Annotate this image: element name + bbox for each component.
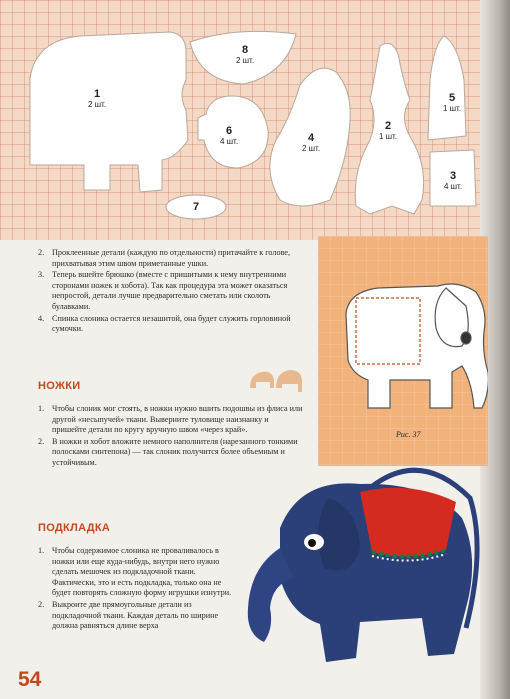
piece-5-label: 5 1 шт.: [442, 92, 462, 113]
list-item: 1. Чтобы содержимое слоника не проваливалось в ножки или еще куда-нибудь, внутри него нужно сделать мешочек из подкладочной ткани. Фактически, это и есть подкладка, только она не будет повторять сложную форму игрушки изнутри.: [38, 546, 232, 598]
page-number: 54: [18, 668, 42, 691]
decorative-elephants-icon: [246, 364, 306, 394]
sewing-pattern-sheet: [0, 0, 488, 240]
piece-8-label: 8 2 шт.: [235, 44, 255, 65]
piece-1-label: 1 2 шт.: [87, 88, 107, 109]
section-heading-legs: НОЖКИ: [38, 380, 81, 392]
pattern-piece-1: [30, 32, 188, 192]
elephant-bag-photo: [240, 458, 488, 688]
list-item: 1. Чтобы слоник мог стоять, в ножки нужно вшить подошвы из флиса или другой «несыпучей» ткани. Выверните туловище наизнанку и пришейте детали по кругу вручную швом «через край».: [38, 404, 303, 435]
piece-6-label: 6 4 шт.: [219, 125, 239, 146]
list-item: 3. Теперь вшейте брюшко (вместе с пришитыми к нему внутренними сторонами ножек и хобота). Так как процедура эта может оказаться непростой, детали лучше предварительно сметать или сколоть булавками.: [38, 270, 288, 311]
piece-3-label: 3 4 шт.: [443, 170, 463, 191]
piece-7-label: 7: [192, 201, 200, 213]
list-item: 2. Проклеенные детали (каждую по отдельности) притачайте к голове, прихватывая этим швом приметанные ушки.: [38, 248, 291, 268]
saddle: [360, 488, 456, 557]
intro-steps: [38, 248, 306, 336]
figure-37-elephant-drawing: [338, 262, 488, 422]
lining-steps: [38, 546, 234, 633]
list-item: 2. Выкроите две прямоугольные детали из подкладочной ткани. Каждая деталь по ширине должна равняться длине верха: [38, 599, 219, 631]
piece-4-label: 4 2 шт.: [301, 132, 321, 153]
list-item: 2. В ножки и хобот вложите немного наполнителя (нарезанного тонкими полосками синтепона) — так слоник получится более объемным и устойчивым.: [38, 436, 298, 467]
piece-2-label: 2 1 шт.: [378, 120, 398, 141]
pattern-piece-5: [428, 36, 466, 140]
list-item: 4. Спинка слоника остается незашитой, она будет служить горловиной сумочки.: [38, 313, 291, 334]
figure-caption: Рис. 37: [396, 430, 421, 439]
section-heading-lining: ПОДКЛАДКА: [38, 522, 111, 534]
pattern-pieces-drawing: [0, 0, 488, 240]
